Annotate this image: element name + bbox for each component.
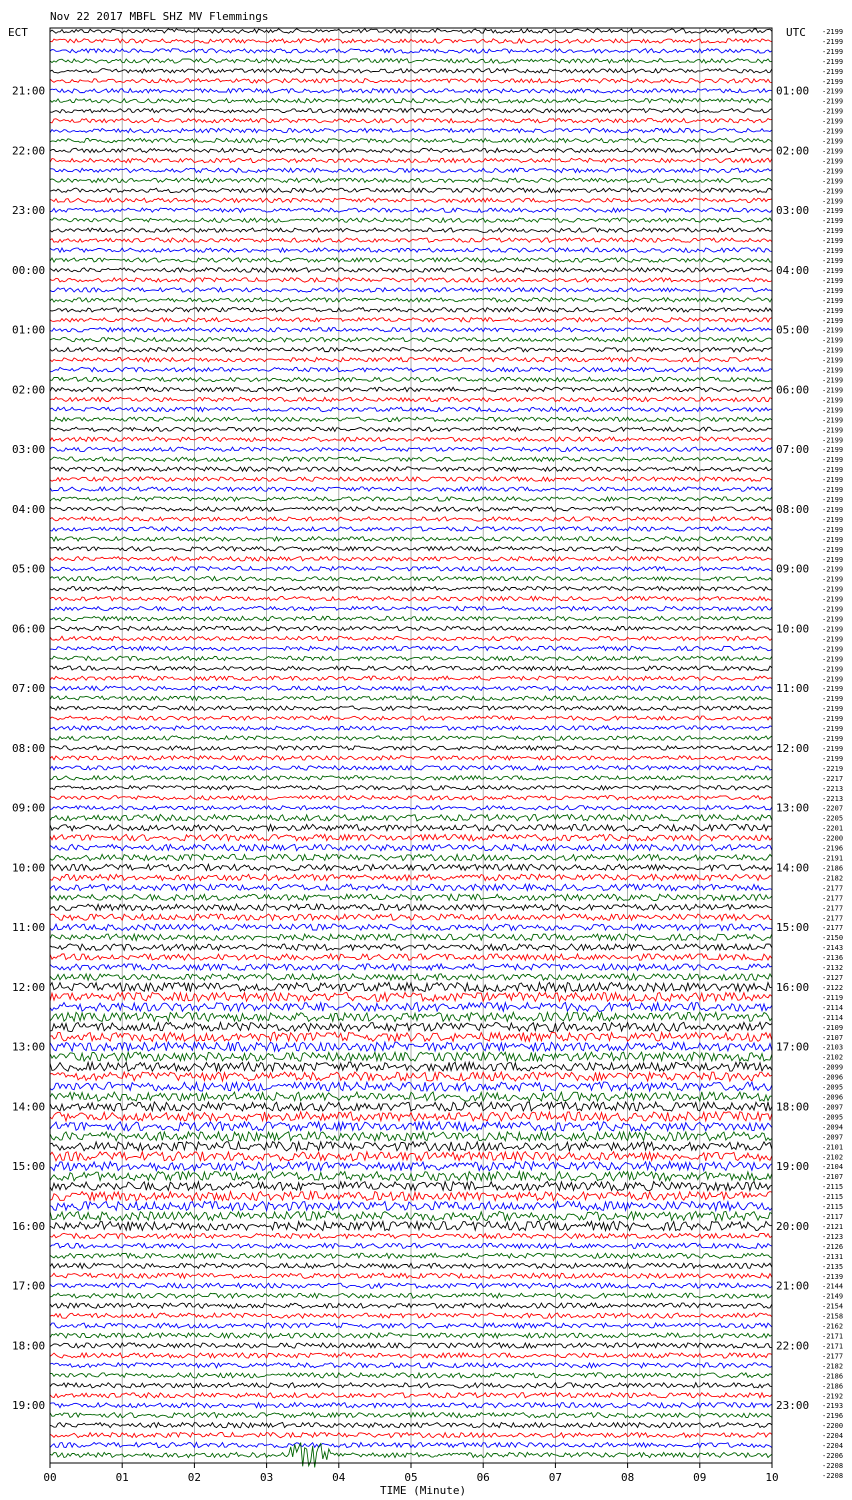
trace-value-label: -2199 bbox=[822, 336, 844, 345]
trace-value-label: -2096 bbox=[822, 1073, 844, 1082]
trace-value-label: -2206 bbox=[822, 1452, 844, 1460]
trace-value-label: -2132 bbox=[822, 964, 844, 973]
trace-value-label: -2102 bbox=[822, 1153, 844, 1162]
trace-value-label: -2199 bbox=[822, 346, 844, 355]
right-axis-label: UTC bbox=[786, 26, 806, 39]
trace-value-label: -2186 bbox=[822, 1372, 844, 1381]
left-hour-label: 19:00 bbox=[12, 1399, 46, 1413]
x-tick-label: 05 bbox=[404, 1471, 418, 1484]
trace-value-label: -2171 bbox=[822, 1332, 844, 1341]
trace-value-label: -2199 bbox=[822, 446, 844, 455]
trace-value-label: -2177 bbox=[822, 904, 844, 913]
trace-value-label: -2199 bbox=[822, 675, 844, 684]
trace-value-label: -2107 bbox=[822, 1033, 844, 1042]
trace-value-label: -2199 bbox=[822, 177, 844, 186]
right-hour-label: 11:00 bbox=[776, 682, 810, 696]
left-hour-label: 09:00 bbox=[12, 801, 46, 815]
trace-value-label: -2199 bbox=[822, 217, 844, 226]
trace-value-label: -2199 bbox=[822, 615, 844, 624]
left-hour-label: 03:00 bbox=[12, 443, 46, 457]
trace-value-label: -2199 bbox=[822, 565, 844, 574]
trace-value-label: -2149 bbox=[822, 1292, 844, 1301]
trace-value-label: -2199 bbox=[822, 396, 844, 405]
trace-value-label: -2199 bbox=[822, 157, 844, 166]
chart-title: Nov 22 2017 MBFL SHZ MV Flemmings bbox=[50, 10, 269, 23]
trace-value-label: -2094 bbox=[822, 1123, 844, 1132]
trace-value-label: -2097 bbox=[822, 1103, 844, 1112]
trace-value-label: -2199 bbox=[822, 67, 844, 76]
right-hour-label: 12:00 bbox=[776, 741, 810, 755]
trace-value-label: -2101 bbox=[822, 1143, 844, 1152]
trace-value-label: -2199 bbox=[822, 426, 844, 435]
trace-value-label: -2192 bbox=[822, 1392, 844, 1401]
trace-value-label: -2104 bbox=[822, 1163, 844, 1172]
right-hour-label: 18:00 bbox=[776, 1100, 810, 1114]
trace-value-label: -2115 bbox=[822, 1183, 844, 1192]
trace-value-label: -2204 bbox=[822, 1442, 844, 1451]
trace-value-label: -2139 bbox=[822, 1272, 844, 1281]
trace-value-label: -2199 bbox=[822, 167, 844, 176]
left-hour-label: 00:00 bbox=[12, 263, 46, 277]
trace-value-label: -2199 bbox=[822, 306, 844, 315]
trace-value-label: -2191 bbox=[822, 854, 844, 863]
right-hour-label: 03:00 bbox=[776, 204, 810, 218]
trace-value-label: -2199 bbox=[822, 525, 844, 534]
trace-value-label: -2199 bbox=[822, 366, 844, 375]
trace-value-label: -2199 bbox=[822, 406, 844, 415]
trace-value-label: -2097 bbox=[822, 1133, 844, 1142]
trace-value-label: -2199 bbox=[822, 37, 844, 46]
trace-value-label: -2199 bbox=[822, 87, 844, 96]
trace-value-label: -2095 bbox=[822, 1083, 844, 1092]
trace-value-label: -2219 bbox=[822, 764, 844, 773]
left-hour-label: 07:00 bbox=[12, 682, 46, 696]
trace-value-label: -2199 bbox=[822, 655, 844, 664]
trace-value-label: -2199 bbox=[822, 107, 844, 116]
trace-value-label: -2199 bbox=[822, 28, 844, 36]
trace-value-label: -2213 bbox=[822, 784, 844, 793]
trace-value-label: -2199 bbox=[822, 266, 844, 275]
trace-value-label: -2199 bbox=[822, 744, 844, 753]
right-hour-label: 07:00 bbox=[776, 443, 810, 457]
left-hour-label: 14:00 bbox=[12, 1100, 46, 1114]
trace-value-label: -2186 bbox=[822, 864, 844, 873]
x-tick-label: 01 bbox=[115, 1471, 129, 1484]
trace-value-label: -2199 bbox=[822, 436, 844, 445]
trace-value-label: -2199 bbox=[822, 725, 844, 734]
x-tick-label: 02 bbox=[187, 1471, 202, 1484]
right-hour-label: 13:00 bbox=[776, 801, 810, 815]
trace-value-label: -2199 bbox=[822, 97, 844, 106]
x-tick-label: 06 bbox=[476, 1471, 490, 1484]
trace-value-label: -2199 bbox=[822, 605, 844, 614]
trace-value-label: -2204 bbox=[822, 1432, 844, 1441]
trace-value-label: -2199 bbox=[822, 77, 844, 86]
trace-value-label: -2199 bbox=[822, 486, 844, 495]
left-hour-label: 13:00 bbox=[12, 1040, 46, 1054]
trace-value-label: -2199 bbox=[822, 227, 844, 236]
trace-value-label: -2199 bbox=[822, 705, 844, 714]
trace-value-label: -2119 bbox=[822, 993, 844, 1002]
trace-value-label: -2171 bbox=[822, 1342, 844, 1351]
trace-value-label: -2199 bbox=[822, 585, 844, 594]
trace-value-label: -2199 bbox=[822, 57, 844, 66]
trace-value-label: -2136 bbox=[822, 954, 844, 963]
right-hour-label: 10:00 bbox=[776, 622, 810, 636]
trace-value-label: -2199 bbox=[822, 515, 844, 524]
trace-value-label: -2199 bbox=[822, 276, 844, 285]
trace-value-label: -2103 bbox=[822, 1043, 844, 1052]
right-hour-label: 02:00 bbox=[776, 144, 810, 158]
left-hour-label: 12:00 bbox=[12, 980, 46, 994]
trace-value-label: -2217 bbox=[822, 774, 844, 783]
trace-value-label: -2199 bbox=[822, 535, 844, 544]
right-hour-label: 06:00 bbox=[776, 383, 810, 397]
trace-value-label: -2199 bbox=[822, 715, 844, 724]
left-hour-label: 06:00 bbox=[12, 622, 46, 636]
trace-value-label: -2096 bbox=[822, 1093, 844, 1102]
trace-value-label: -2199 bbox=[822, 505, 844, 514]
x-tick-label: 03 bbox=[259, 1471, 274, 1484]
trace-value-label: -2199 bbox=[822, 635, 844, 644]
right-hour-label: 14:00 bbox=[776, 861, 810, 875]
x-tick-label: 10 bbox=[765, 1471, 779, 1484]
trace-value-label: -2199 bbox=[822, 416, 844, 425]
right-hour-label: 23:00 bbox=[776, 1399, 810, 1413]
right-hour-label: 08:00 bbox=[776, 502, 810, 516]
trace-value-label: -2199 bbox=[822, 286, 844, 295]
trace-value-label: -2114 bbox=[822, 1003, 844, 1012]
trace-value-label: -2186 bbox=[822, 1382, 844, 1391]
trace-value-label: -2199 bbox=[822, 595, 844, 604]
trace-value-label: -2131 bbox=[822, 1252, 844, 1261]
left-hour-label: 10:00 bbox=[12, 861, 46, 875]
trace-value-label: -2115 bbox=[822, 1203, 844, 1212]
trace-value-label: -2208 bbox=[822, 1461, 844, 1470]
x-tick-label: 08 bbox=[620, 1471, 635, 1484]
trace-value-label: -2115 bbox=[822, 1193, 844, 1202]
trace-value-label: -2199 bbox=[822, 386, 844, 395]
left-hour-label: 16:00 bbox=[12, 1219, 46, 1233]
trace-value-label: -2199 bbox=[822, 466, 844, 475]
trace-value-label: -2150 bbox=[822, 934, 844, 943]
right-hour-label: 21:00 bbox=[776, 1279, 810, 1293]
trace-value-label: -2107 bbox=[822, 1173, 844, 1182]
right-hour-label: 05:00 bbox=[776, 323, 810, 337]
trace-value-label: -2201 bbox=[822, 824, 844, 833]
left-axis-label: ECT bbox=[8, 26, 28, 39]
left-hour-label: 11:00 bbox=[12, 921, 46, 935]
trace-value-label: -2199 bbox=[822, 207, 844, 216]
left-hour-label: 02:00 bbox=[12, 383, 46, 397]
left-hour-label: 17:00 bbox=[12, 1279, 46, 1293]
x-tick-label: 07 bbox=[548, 1471, 563, 1484]
trace-value-label: -2177 bbox=[822, 894, 844, 903]
trace-value-label: -2199 bbox=[822, 575, 844, 584]
trace-value-label: -2196 bbox=[822, 1412, 844, 1421]
trace-value-label: -2154 bbox=[822, 1302, 844, 1311]
trace-value-label: -2199 bbox=[822, 695, 844, 704]
trace-value-label: -2199 bbox=[822, 645, 844, 654]
trace-value-label: -2199 bbox=[822, 545, 844, 554]
trace-value-label: -2213 bbox=[822, 794, 844, 803]
right-hour-label: 20:00 bbox=[776, 1219, 810, 1233]
trace-value-label: -2144 bbox=[822, 1282, 844, 1291]
trace-value-label: -2143 bbox=[822, 944, 844, 953]
right-hour-label: 09:00 bbox=[776, 562, 810, 576]
trace-value-label: -2199 bbox=[822, 117, 844, 126]
left-hour-label: 22:00 bbox=[12, 144, 46, 158]
trace-value-label: -2123 bbox=[822, 1232, 844, 1241]
trace-value-label: -2177 bbox=[822, 914, 844, 923]
trace-value-label: -2199 bbox=[822, 147, 844, 156]
trace-value-label: -2199 bbox=[822, 496, 844, 505]
trace-value-label: -2199 bbox=[822, 685, 844, 694]
left-hour-label: 15:00 bbox=[12, 1160, 46, 1174]
left-hour-label: 18:00 bbox=[12, 1339, 46, 1353]
right-hour-label: 17:00 bbox=[776, 1040, 810, 1054]
trace-value-label: -2099 bbox=[822, 1063, 844, 1072]
trace-value-label: -2193 bbox=[822, 1402, 844, 1411]
right-hour-label: 01:00 bbox=[776, 84, 810, 98]
trace-value-label: -2199 bbox=[822, 326, 844, 335]
trace-value-label: -2199 bbox=[822, 735, 844, 744]
trace-value-label: -2199 bbox=[822, 296, 844, 305]
trace-value-label: -2199 bbox=[822, 247, 844, 256]
trace-value-label: -2199 bbox=[822, 356, 844, 365]
trace-value-label: -2095 bbox=[822, 1113, 844, 1122]
trace-value-label: -2114 bbox=[822, 1013, 844, 1022]
right-hour-label: 19:00 bbox=[776, 1160, 810, 1174]
trace-value-label: -2135 bbox=[822, 1262, 844, 1271]
trace-value-label: -2208 bbox=[822, 1471, 844, 1480]
trace-value-label: -2196 bbox=[822, 844, 844, 853]
trace-value-label: -2199 bbox=[822, 754, 844, 763]
trace-value-label: -2199 bbox=[822, 456, 844, 465]
trace-value-label: -2199 bbox=[822, 476, 844, 485]
trace-value-label: -2199 bbox=[822, 47, 844, 56]
left-hour-label: 04:00 bbox=[12, 502, 46, 516]
trace-value-label: -2126 bbox=[822, 1242, 844, 1251]
trace-value-label: -2182 bbox=[822, 874, 844, 883]
trace-value-label: -2200 bbox=[822, 834, 844, 843]
trace-value-label: -2199 bbox=[822, 316, 844, 325]
trace-value-label: -2199 bbox=[822, 555, 844, 564]
trace-value-label: -2122 bbox=[822, 983, 844, 992]
trace-value-label: -2177 bbox=[822, 1352, 844, 1361]
x-tick-label: 04 bbox=[332, 1471, 346, 1484]
trace-value-label: -2199 bbox=[822, 137, 844, 146]
x-tick-label: 00 bbox=[43, 1471, 57, 1484]
trace-value-label: -2207 bbox=[822, 804, 844, 813]
trace-value-label: -2177 bbox=[822, 884, 844, 893]
x-tick-label: 09 bbox=[693, 1471, 707, 1484]
trace-value-label: -2205 bbox=[822, 814, 844, 823]
trace-value-label: -2200 bbox=[822, 1422, 844, 1431]
right-hour-label: 15:00 bbox=[776, 921, 810, 935]
trace-value-label: -2127 bbox=[822, 974, 844, 983]
trace-value-label: -2199 bbox=[822, 625, 844, 634]
x-axis-label: TIME (Minute) bbox=[380, 1484, 467, 1497]
trace-value-label: -2158 bbox=[822, 1312, 844, 1321]
left-hour-label: 23:00 bbox=[12, 204, 46, 218]
trace-value-label: -2162 bbox=[822, 1322, 844, 1331]
trace-value-label: -2109 bbox=[822, 1023, 844, 1032]
trace-value-label: -2199 bbox=[822, 197, 844, 206]
trace-value-label: -2199 bbox=[822, 257, 844, 266]
trace-value-label: -2199 bbox=[822, 127, 844, 136]
trace-value-label: -2199 bbox=[822, 665, 844, 674]
trace-value-label: -2182 bbox=[822, 1362, 844, 1371]
left-hour-label: 05:00 bbox=[12, 562, 46, 576]
left-hour-label: 01:00 bbox=[12, 323, 46, 337]
right-hour-label: 04:00 bbox=[776, 263, 810, 277]
trace-value-label: -2117 bbox=[822, 1213, 844, 1222]
trace-value-label: -2177 bbox=[822, 924, 844, 933]
trace-value-label: -2199 bbox=[822, 187, 844, 196]
right-hour-label: 22:00 bbox=[776, 1339, 810, 1353]
right-hour-label: 16:00 bbox=[776, 980, 810, 994]
trace-value-label: -2102 bbox=[822, 1053, 844, 1062]
trace-value-label: -2199 bbox=[822, 237, 844, 246]
left-hour-label: 08:00 bbox=[12, 741, 46, 755]
trace-value-label: -2199 bbox=[822, 376, 844, 385]
trace-value-label: -2121 bbox=[822, 1222, 844, 1231]
left-hour-label: 21:00 bbox=[12, 84, 46, 98]
